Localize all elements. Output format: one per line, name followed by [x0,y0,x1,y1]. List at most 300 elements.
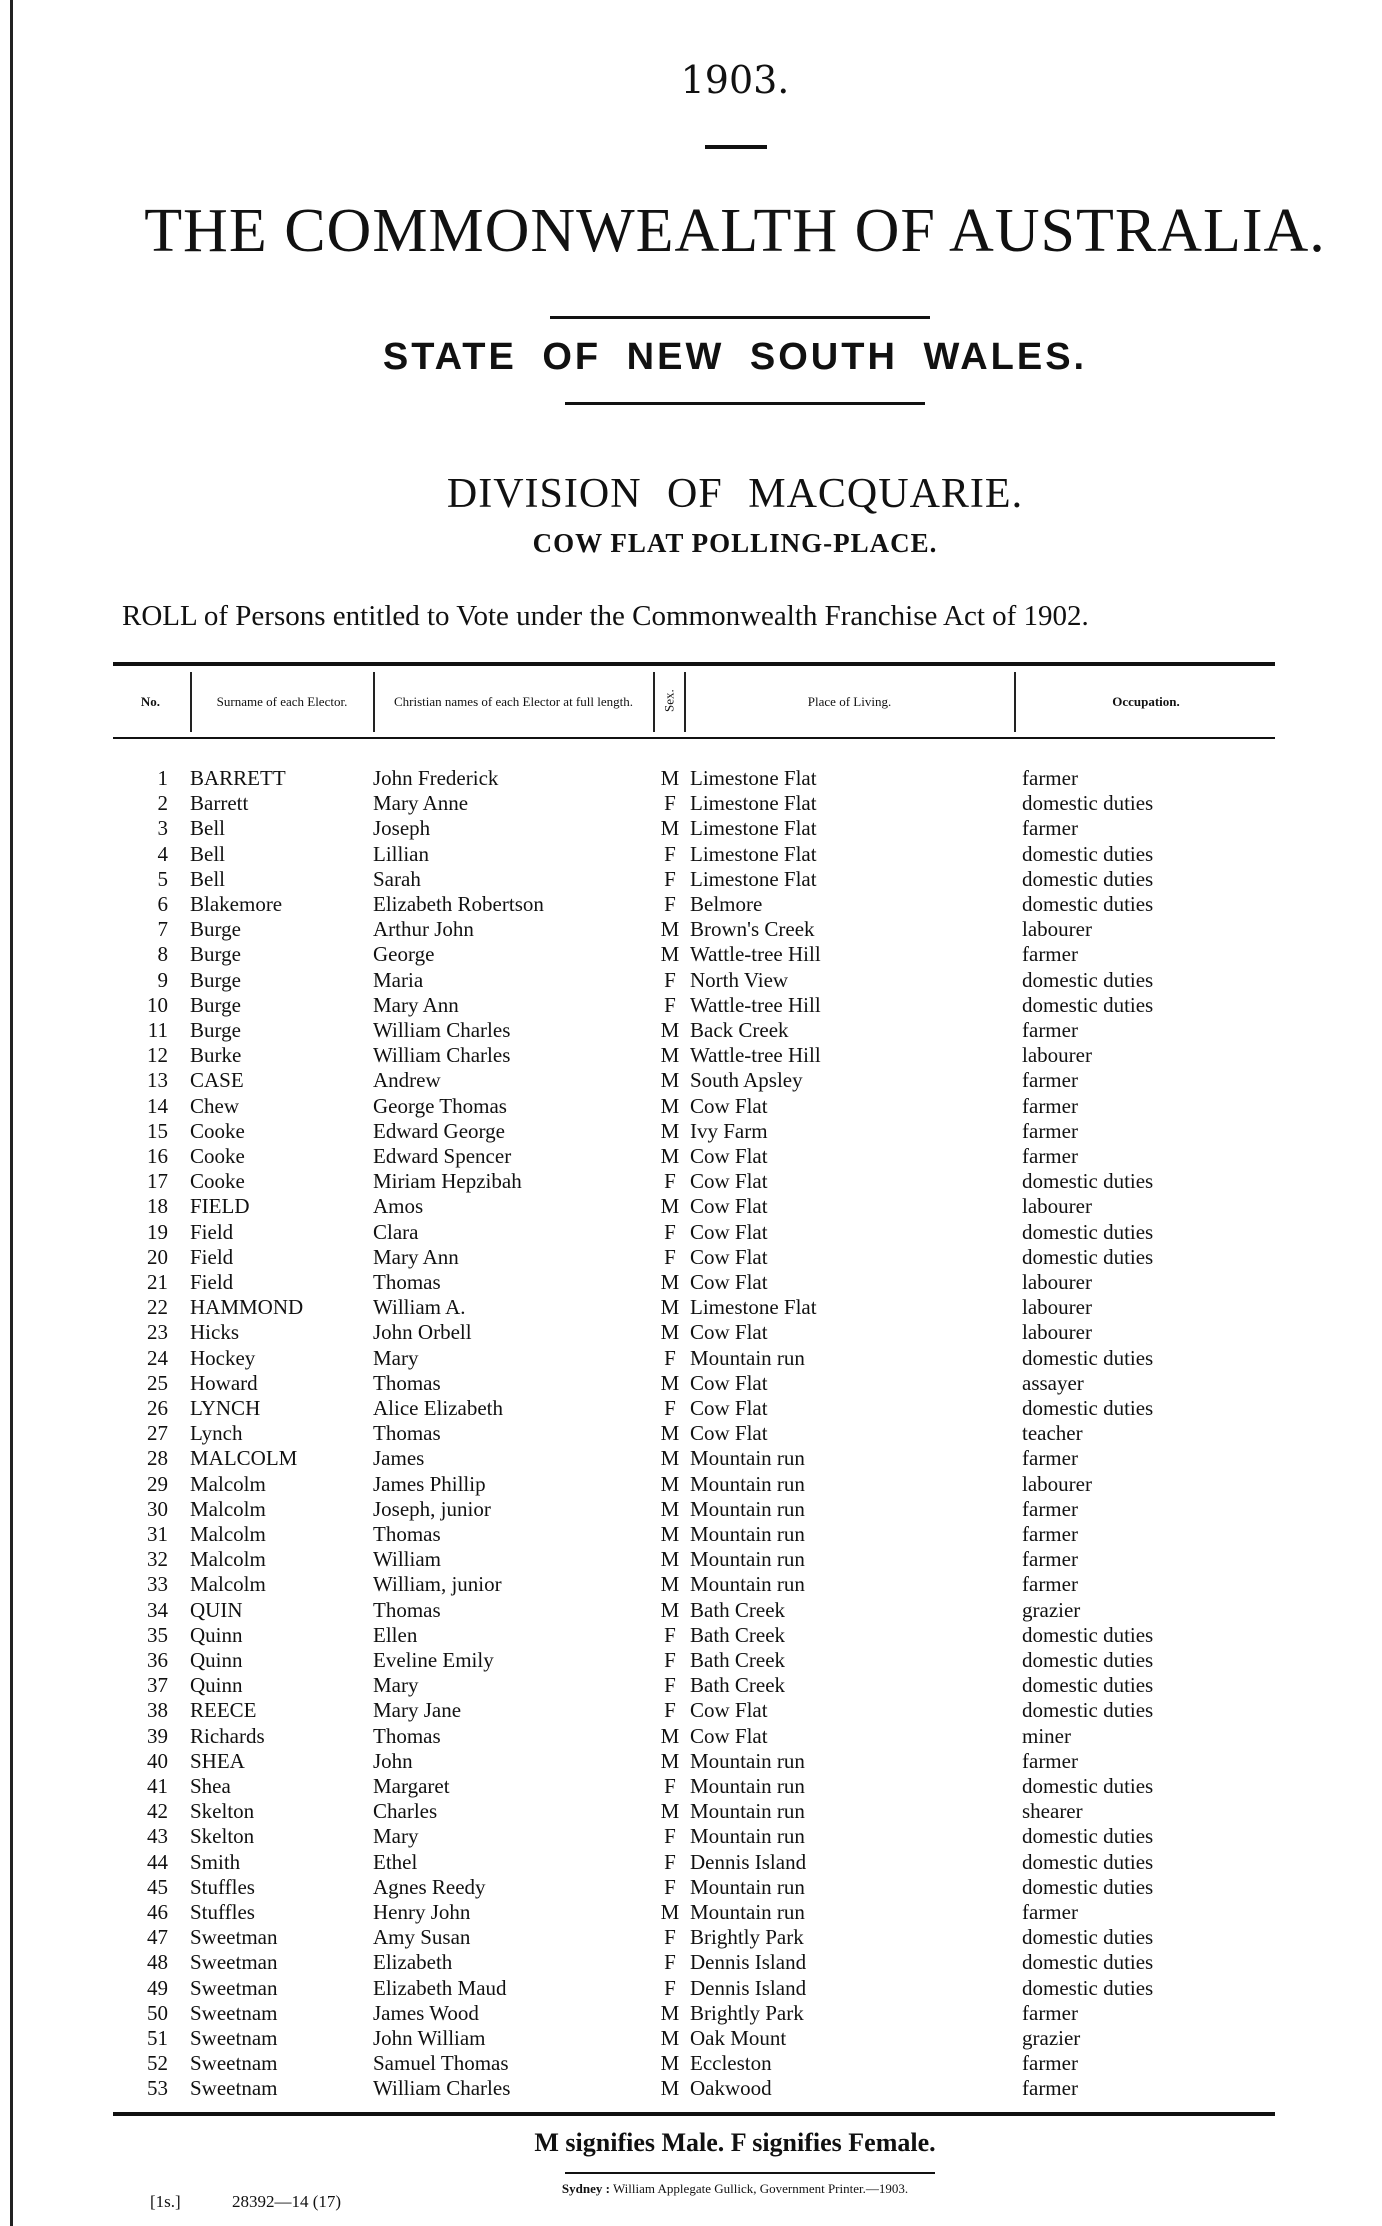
elector-christian: Thomas [373,1723,441,1748]
elector-place: Bath Creek [690,1597,786,1622]
elector-sex: M [660,1370,680,1395]
elector-surname: Cooke [190,1144,245,1168]
elector-place: Bath Creek [690,1622,786,1647]
table-row [0,2051,1382,2076]
elector-surname: Skelton [190,1799,255,1824]
table-row [0,1799,1382,1824]
table-row [0,1194,1382,1219]
elector-christian: Mary Ann [373,1244,459,1269]
elector-christian: Maria [373,967,424,992]
table-row [0,1220,1382,1245]
table-row [0,1698,1382,1723]
elector-occupation: farmer [1022,1748,1078,1773]
elector-surname: Richards [190,1723,265,1748]
elector-surname: Cooke [190,1169,245,1194]
elector-place: Limestone Flat [690,1295,817,1320]
elector-surname: Malcolm [190,1572,266,1597]
elector-no: 37 [147,1673,168,1698]
elector-no: 40 [147,1748,168,1773]
elector-occupation: farmer [1022,1118,1078,1143]
state-heading: STATE OF NEW SOUTH WALES. [382,336,1088,378]
elector-sex: M [660,2076,680,2101]
elector-sex: M [660,1547,680,1572]
elector-christian: Ethel [373,1849,418,1874]
elector-christian: Lillian [373,841,429,866]
elector-sex: M [660,1320,680,1345]
elector-occupation: farmer [1022,1446,1078,1471]
elector-christian: Alice Elizabeth [373,1396,504,1420]
elector-place: Dennis Island [690,1950,807,1975]
elector-surname: Malcolm [190,1471,266,1496]
elector-no: 7 [157,917,168,942]
print-reference: 28392—14 (17) [232,2192,342,2211]
elector-occupation: domestic duties [1022,992,1154,1017]
elector-place: Limestone Flat [690,766,817,790]
elector-occupation: domestic duties [1022,791,1154,816]
elector-place: Mountain run [690,1799,805,1824]
elector-no: 18 [147,1194,168,1219]
table-row [0,1925,1382,1950]
elector-sex: M [660,1118,680,1143]
elector-place: South Apsley [690,1068,803,1093]
elector-place: North View [690,967,789,992]
elector-christian: William [373,1547,441,1572]
elector-place: Cow Flat [690,1370,768,1395]
elector-place: Cow Flat [690,1723,768,1748]
elector-place: Belmore [690,892,763,916]
table-row [0,1472,1382,1497]
elector-christian: John [373,1748,413,1773]
elector-occupation: labourer [1022,1320,1092,1345]
elector-surname: Burge [190,1018,241,1042]
table-row [0,1572,1382,1597]
elector-surname: Barrett [190,791,249,816]
elector-no: 36 [147,1648,168,1672]
elector-no: 28 [147,1446,168,1471]
elector-occupation: farmer [1022,1068,1078,1093]
elector-surname: Sweetman [190,1975,278,2000]
elector-christian: Agnes Reedy [373,1874,486,1899]
elector-surname: Cooke [190,1118,245,1143]
elector-surname: REECE [190,1698,257,1723]
state-rule [565,402,925,405]
elector-sex: F [664,892,676,916]
elector-place: Brightly Park [690,1925,804,1950]
elector-sex: F [664,967,676,992]
elector-no: 27 [147,1421,168,1446]
table-row [0,1850,1382,1875]
elector-christian: Elizabeth Maud [373,1975,507,2000]
elector-christian: Mary [373,1824,419,1849]
elector-sex: M [660,816,680,841]
table-row [0,816,1382,841]
table-row [0,2001,1382,2026]
elector-no: 41 [147,1774,168,1798]
elector-christian: William Charles [373,1043,511,1068]
elector-sex: M [660,1572,680,1597]
table-row [0,1673,1382,1698]
elector-surname: Chew [190,1093,239,1118]
elector-surname: Sweetman [190,1950,278,1975]
elector-surname: Burge [190,967,241,992]
elector-surname: Quinn [190,1648,243,1672]
elector-sex: M [660,1900,680,1924]
page-title: THE COMMONWEALTH OF AUSTRALIA. [144,197,1326,265]
elector-occupation: teacher [1022,1421,1083,1446]
elector-christian: James Wood [373,2000,479,2025]
elector-occupation: labourer [1022,1471,1092,1496]
table-row [0,1018,1382,1043]
elector-christian: Joseph, junior [373,1496,491,1521]
elector-surname: Burge [190,942,241,967]
elector-christian: Mary Ann [373,992,459,1017]
elector-place: Bath Creek [690,1673,786,1698]
elector-christian: Amy Susan [373,1925,471,1950]
elector-place: Mountain run [690,1874,805,1899]
polling-place-heading: COW FLAT POLLING-PLACE. [532,528,938,558]
column-header-sex: Sex. [661,689,677,713]
elector-surname: Hicks [190,1320,239,1345]
elector-no: 46 [147,1900,168,1924]
elector-sex: F [664,1244,676,1269]
sex-legend: M signifies Male. F signifies Female. [534,2128,936,2157]
elector-place: Mountain run [690,1748,805,1773]
elector-no: 24 [147,1345,168,1370]
elector-christian: Amos [373,1194,424,1219]
elector-no: 15 [147,1118,168,1143]
elector-place: Mountain run [690,1572,805,1597]
elector-place: Cow Flat [690,1144,768,1168]
elector-sex: M [660,1522,680,1546]
elector-occupation: farmer [1022,766,1078,790]
elector-sex: F [664,1345,676,1370]
elector-no: 50 [147,2000,168,2025]
elector-occupation: domestic duties [1022,1925,1154,1950]
elector-surname: Sweetnam [190,2076,278,2101]
elector-no: 35 [147,1622,168,1647]
table-row [0,1094,1382,1119]
elector-occupation: farmer [1022,1572,1078,1597]
column-divider [653,672,655,732]
elector-occupation: labourer [1022,1270,1092,1294]
table-row [0,791,1382,816]
elector-surname: Field [190,1219,234,1244]
table-row [0,1396,1382,1421]
table-row [0,2076,1382,2101]
elector-no: 19 [147,1219,168,1244]
elector-occupation: domestic duties [1022,1874,1154,1899]
elector-surname: Blakemore [190,892,283,916]
elector-occupation: domestic duties [1022,1648,1154,1672]
elector-occupation: farmer [1022,1547,1078,1572]
table-row [0,1421,1382,1446]
elector-sex: F [664,1925,676,1950]
table-row [0,1068,1382,1093]
elector-christian: Elizabeth [373,1950,453,1975]
elector-no: 4 [157,841,168,866]
table-row [0,1598,1382,1623]
elector-christian: Clara [373,1219,419,1244]
elector-place: Cow Flat [690,1244,768,1269]
elector-place: Cow Flat [690,1093,768,1118]
elector-surname: Burge [190,917,241,942]
table-row [0,892,1382,917]
elector-occupation: domestic duties [1022,1396,1154,1420]
elector-place: Mountain run [690,1547,805,1572]
column-divider [373,672,375,732]
elector-sex: M [660,1018,680,1042]
elector-no: 22 [147,1295,168,1320]
table-row [0,1824,1382,1849]
column-header-place: Place of Living. [807,693,892,709]
table-row [0,1144,1382,1169]
elector-sex: M [660,942,680,967]
table-row [0,1900,1382,1925]
elector-christian: Mary Jane [373,1698,462,1723]
elector-place: Mountain run [690,1522,805,1546]
elector-sex: F [664,841,676,866]
elector-place: Mountain run [690,1824,805,1849]
table-row [0,942,1382,967]
elector-no: 44 [147,1849,168,1874]
elector-no: 3 [157,816,168,841]
column-header-surname: Surname of each Elector. [216,693,348,709]
elector-surname: Sweetnam [190,2026,278,2050]
elector-no: 43 [147,1824,168,1849]
elector-occupation: farmer [1022,2051,1078,2076]
table-row [0,1169,1382,1194]
elector-no: 25 [147,1370,168,1395]
elector-place: Wattle-tree Hill [690,942,821,967]
elector-occupation: farmer [1022,2000,1078,2025]
elector-no: 1 [157,766,168,790]
elector-occupation: labourer [1022,1194,1092,1219]
table-row [0,993,1382,1018]
elector-occupation: miner [1022,1723,1071,1748]
elector-place: Cow Flat [690,1396,768,1420]
elector-no: 13 [147,1068,168,1093]
elector-christian: Mary [373,1673,419,1698]
table-row [0,1623,1382,1648]
elector-place: Limestone Flat [690,816,817,841]
elector-surname: Lynch [190,1421,243,1446]
table-header-rule [113,737,1275,739]
elector-sex: M [660,1723,680,1748]
elector-occupation: grazier [1022,2026,1081,2050]
elector-christian: Margaret [373,1774,450,1798]
elector-surname: CASE [190,1068,244,1093]
elector-christian: William Charles [373,2076,511,2101]
elector-surname: BARRETT [190,766,286,790]
elector-sex: M [660,1270,680,1294]
elector-sex: F [664,1169,676,1194]
elector-occupation: farmer [1022,1522,1078,1546]
table-row [0,1119,1382,1144]
elector-sex: M [660,1068,680,1093]
elector-christian: John William [373,2026,486,2050]
table-top-rule [113,662,1275,666]
elector-christian: George [373,942,435,967]
elector-christian: James Phillip [373,1471,486,1496]
elector-christian: James [373,1446,425,1471]
roll-title: ROLL of Persons entitled to Vote under the Commonwealth Franchise Act of 1902. [122,600,1089,632]
printer-name: William Applegate Gullick, Government Printer.—1903. [612,2181,909,2196]
elector-occupation: farmer [1022,1018,1078,1042]
elector-place: Eccleston [690,2051,772,2076]
printer-imprint [0,2181,1382,2197]
table-row [0,968,1382,993]
elector-christian: Miriam Hepzibah [373,1169,522,1194]
elector-sex: F [664,1622,676,1647]
elector-surname: Howard [190,1370,258,1395]
table-row [0,1320,1382,1345]
elector-no: 21 [147,1270,168,1294]
elector-no: 31 [147,1522,168,1546]
elector-christian: William Charles [373,1018,511,1042]
elector-christian: Eveline Emily [373,1648,494,1672]
elector-christian: Thomas [373,1421,441,1446]
elector-sex: F [664,791,676,816]
elector-occupation: farmer [1022,942,1078,967]
elector-sex: M [660,1295,680,1320]
elector-no: 52 [147,2051,168,2076]
elector-place: Oakwood [690,2076,772,2101]
elector-christian: Sarah [373,866,421,891]
table-row [0,1749,1382,1774]
elector-occupation: farmer [1022,1900,1078,1924]
elector-no: 32 [147,1547,168,1572]
elector-surname: Field [190,1270,234,1294]
elector-sex: M [660,766,680,790]
elector-christian: Mary [373,1345,419,1370]
elector-no: 2 [157,791,168,816]
elector-no: 8 [157,942,168,967]
elector-christian: Thomas [373,1270,441,1294]
title-rule [550,316,930,319]
column-divider [684,672,686,732]
elector-place: Cow Flat [690,1169,768,1194]
elector-occupation: farmer [1022,1496,1078,1521]
elector-occupation: domestic duties [1022,1950,1154,1975]
elector-occupation: shearer [1022,1799,1083,1824]
elector-sex: M [660,1471,680,1496]
elector-surname: Shea [190,1774,231,1798]
column-header-christian-names: Christian names of each Elector at full length. [394,693,633,709]
elector-surname: Malcolm [190,1547,266,1572]
elector-surname: Smith [190,1849,241,1874]
table-row [0,1950,1382,1975]
elector-surname: HAMMOND [190,1295,304,1320]
elector-sex: M [660,2000,680,2025]
elector-surname: Malcolm [190,1522,266,1546]
elector-place: Mountain run [690,1900,805,1924]
elector-surname: Bell [190,866,225,891]
elector-occupation: grazier [1022,1597,1081,1622]
table-row [0,842,1382,867]
elector-no: 5 [157,866,168,891]
elector-occupation: domestic duties [1022,1169,1154,1194]
table-row [0,1346,1382,1371]
elector-no: 39 [147,1723,168,1748]
table-row [0,1724,1382,1749]
table-row [0,1875,1382,1900]
elector-occupation: domestic duties [1022,1824,1154,1849]
elector-christian: Ellen [373,1622,418,1647]
elector-no: 53 [147,2076,168,2101]
elector-sex: M [660,2051,680,2076]
elector-no: 6 [157,892,168,916]
elector-occupation: farmer [1022,1144,1078,1168]
elector-place: Limestone Flat [690,841,817,866]
elector-surname: Quinn [190,1622,243,1647]
elector-sex: F [664,1648,676,1672]
table-row [0,2026,1382,2051]
elector-place: Brightly Park [690,2000,804,2025]
elector-surname: Stuffles [190,1900,255,1924]
elector-sex: M [660,1799,680,1824]
table-row [0,1043,1382,1068]
elector-sex: M [660,1446,680,1471]
elector-no: 42 [147,1799,168,1824]
elector-sex: F [664,992,676,1017]
elector-place: Bath Creek [690,1648,786,1672]
elector-place: Wattle-tree Hill [690,1043,821,1068]
elector-sex: F [664,1950,676,1975]
table-row [0,1295,1382,1320]
elector-sex: M [660,1597,680,1622]
elector-sex: F [664,1698,676,1723]
elector-occupation: farmer [1022,2076,1078,2101]
elector-christian: William, junior [373,1572,502,1597]
elector-sex: M [660,1194,680,1219]
elector-christian: John Orbell [373,1320,472,1345]
elector-sex: M [660,1043,680,1068]
elector-christian: Thomas [373,1370,441,1395]
elector-occupation: domestic duties [1022,1975,1154,2000]
elector-no: 34 [147,1597,168,1622]
division-heading: DIVISION OF MACQUARIE. [446,471,1024,517]
elector-occupation: domestic duties [1022,1219,1154,1244]
elector-place: Limestone Flat [690,866,817,891]
elector-sex: F [664,1673,676,1698]
elector-place: Cow Flat [690,1270,768,1294]
elector-place: Cow Flat [690,1698,768,1723]
elector-place: Mountain run [690,1471,805,1496]
elector-occupation: labourer [1022,1295,1092,1320]
elector-place: Wattle-tree Hill [690,992,821,1017]
elector-place: Limestone Flat [690,791,817,816]
elector-christian: Edward George [373,1118,505,1143]
table-row [0,867,1382,892]
elector-sex: F [664,1849,676,1874]
elector-christian: Charles [373,1799,438,1824]
elector-place: Mountain run [690,1496,805,1521]
column-header-occupation: Occupation. [1112,693,1180,709]
elector-place: Ivy Farm [690,1118,768,1143]
elector-no: 20 [147,1244,168,1269]
printer-city: Sydney : [561,2181,610,2196]
elector-surname: Quinn [190,1673,243,1698]
table-row [0,766,1382,791]
elector-occupation: domestic duties [1022,1849,1154,1874]
elector-occupation: domestic duties [1022,1698,1154,1723]
elector-surname: Malcolm [190,1496,266,1521]
elector-sex: F [664,1774,676,1798]
elector-no: 38 [147,1698,168,1723]
elector-place: Cow Flat [690,1421,768,1446]
elector-surname: Bell [190,816,225,841]
elector-occupation: labourer [1022,1043,1092,1068]
